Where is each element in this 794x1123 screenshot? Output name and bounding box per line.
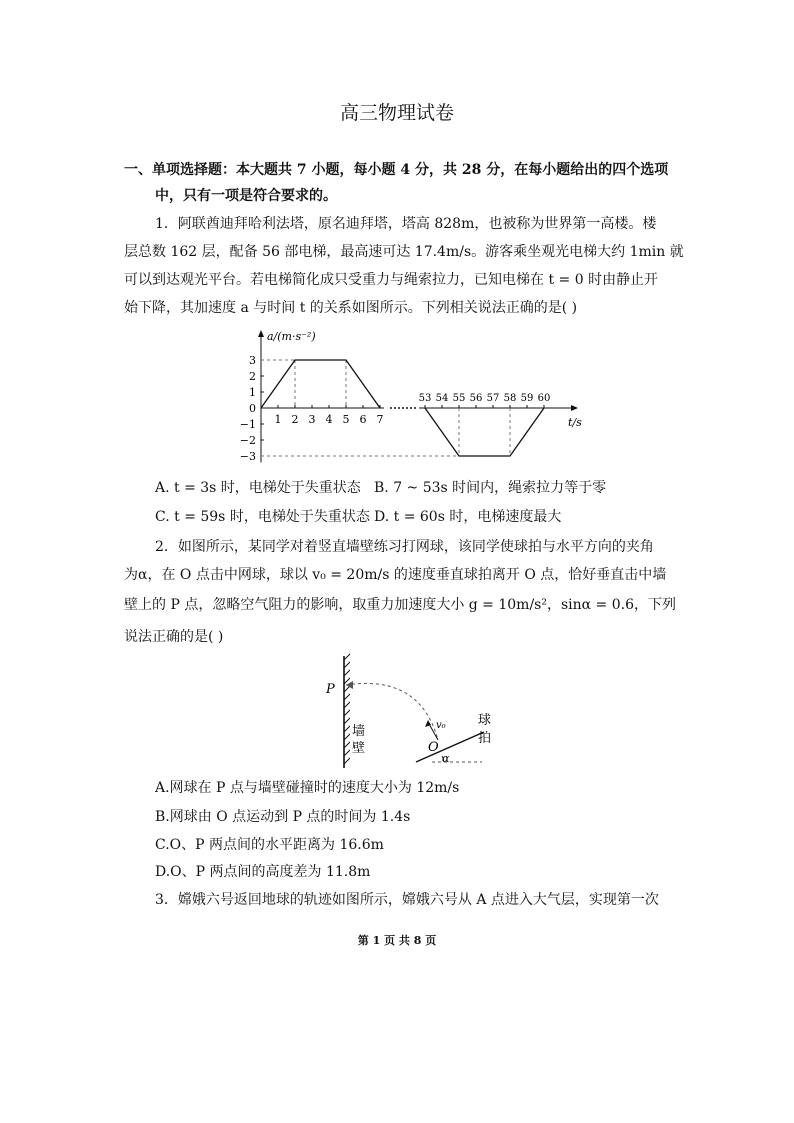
x-tick-label: 56 xyxy=(469,393,483,404)
x-tick-label: 5 xyxy=(342,413,350,426)
velocity-label: v₀ xyxy=(436,720,446,731)
wall-label-2: 壁 xyxy=(352,741,366,756)
x-tick-label: 57 xyxy=(486,393,500,404)
x-tick-label: 60 xyxy=(537,393,551,404)
y-tick-label: 2 xyxy=(249,370,256,383)
q1-option-b[interactable]: B. 7 ~ 53s 时间内，绳索拉力等于零 xyxy=(374,480,607,496)
series-line-2 xyxy=(425,408,544,456)
x-tick-label: 4 xyxy=(325,413,333,426)
q2-line-3: 壁上的 P 点，忽略空气阻力的影响，取重力加速度大小 g = 10m/s²，sinα = 0.6，下列 xyxy=(124,597,676,613)
y-tick-label: 1 xyxy=(249,386,256,399)
point-o-label: O xyxy=(428,740,439,755)
angle-label: α xyxy=(442,752,450,765)
q1-line-1: 1．阿联酋迪拜哈利法塔，原名迪拜塔，塔高 828m，也被称为世界第一高楼。楼 xyxy=(155,216,657,232)
section-heading-line2: 中，只有一项是符合要求的。 xyxy=(155,188,337,204)
x-tick-label: 1 xyxy=(274,413,282,426)
x-tick-label: 6 xyxy=(359,413,367,426)
x-axis-arrow xyxy=(571,405,578,411)
x-tick-label: 54 xyxy=(435,393,449,404)
q1-option-c[interactable]: C. t = 59s 时，电梯处于失重状态 xyxy=(155,509,370,525)
racket-line xyxy=(416,732,484,762)
q1-option-d[interactable]: D. t = 60s 时，电梯速度最大 xyxy=(374,509,562,525)
q1-option-a[interactable]: A. t = 3s 时，电梯处于失重状态 xyxy=(155,480,361,496)
x-axis-label: t/s xyxy=(568,416,582,429)
q1-line-3: 可以到达观光平台。若电梯简化成只受重力与绳索拉力，已知电梯在 t = 0 时由静止开 xyxy=(124,272,659,288)
point-p-label: P xyxy=(326,682,335,697)
x-tick-label: 7 xyxy=(376,413,384,426)
tennis-wall-figure xyxy=(320,652,500,772)
q2-option-a[interactable]: A.网球在 P 点与墙壁碰撞时的速度大小为 12m/s xyxy=(155,780,460,796)
y-axis-arrow xyxy=(258,330,264,337)
x-tick-label: 3 xyxy=(308,413,316,426)
wall-label-1: 墙 xyxy=(352,724,366,739)
racket-label-1: 球 xyxy=(478,713,492,728)
racket-label-2: 拍 xyxy=(478,731,492,746)
x-tick-label: 55 xyxy=(452,393,466,404)
page-footer: 第 1 页 共 8 页 xyxy=(357,934,437,947)
y-tick-label: −3 xyxy=(239,450,256,463)
y-tick-label: 3 xyxy=(249,354,256,367)
q2-line-2: 为α，在 O 点击中网球，球以 v₀ = 20m/s 的速度垂直球拍离开 O 点，恰好垂直击中墙 xyxy=(124,567,667,583)
q2-option-c[interactable]: C.O、P 两点间的水平距离为 16.6m xyxy=(155,837,384,853)
y-tick-label: −1 xyxy=(239,418,256,431)
q2-option-b[interactable]: B.网球由 O 点运动到 P 点的时间为 1.4s xyxy=(155,809,411,825)
trajectory-arrow xyxy=(346,681,353,689)
wall-hatching xyxy=(344,654,350,764)
x-tick-label: 59 xyxy=(520,393,534,404)
q2-line-1: 2．如图所示，某同学对着竖直墙壁练习打网球，该同学使球拍与水平方向的夹角 xyxy=(155,539,654,555)
q2-line-4: 说法正确的是( ) xyxy=(124,629,224,645)
series-line-1 xyxy=(261,360,380,408)
y-tick-label: −2 xyxy=(239,434,256,447)
q3-line-1: 3．嫦娥六号返回地球的轨迹如图所示，嫦娥六号从 A 点进入大气层，实现第一次 xyxy=(155,892,659,908)
y-tick-label: 0 xyxy=(249,402,256,415)
q1-line-2: 层总数 162 层，配备 56 部电梯，最高速可达 17.4m/s。游客乘坐观光电梯大约 1min 就 xyxy=(124,244,684,260)
x-tick-label: 2 xyxy=(291,413,299,426)
q2-option-d[interactable]: D.O、P 两点间的高度差为 11.8m xyxy=(155,864,371,880)
acceleration-time-chart xyxy=(225,328,585,468)
q1-line-4: 始下降，其加速度 a 与时间 t 的关系如图所示。下列相关说法正确的是( ) xyxy=(124,300,578,316)
section-heading-line1: 一、单项选择题：本大题共 7 小题，每小题 4 分，共 28 分，在每小题给出的四个选项 xyxy=(124,162,669,178)
x-tick-label: 53 xyxy=(418,393,432,404)
page-title: 高三物理试卷 xyxy=(339,102,454,124)
y-axis-label: a/(m·s⁻²) xyxy=(267,330,316,343)
x-tick-label: 58 xyxy=(503,393,517,404)
